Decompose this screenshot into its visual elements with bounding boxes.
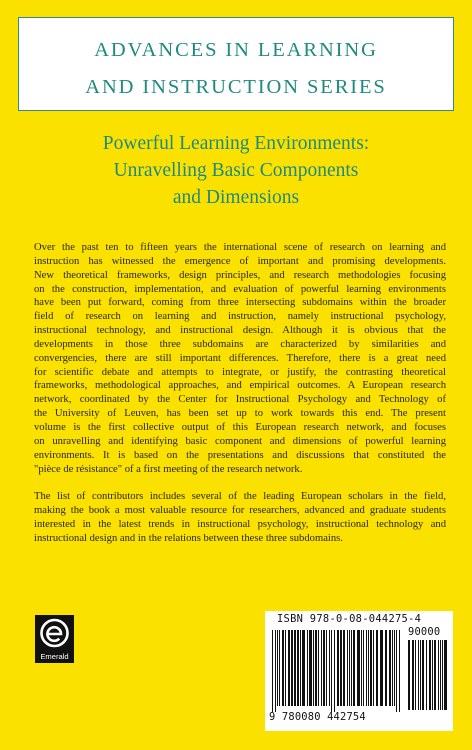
barcode-bar — [277, 630, 278, 706]
barcode-panel — [265, 611, 453, 731]
description-paragraph-2 — [34, 490, 446, 545]
description-line: developments in those three subdomains are characterized by similarities and — [34, 338, 446, 350]
price-addon-digits: 90000 — [408, 626, 441, 638]
barcode-bar — [432, 640, 433, 710]
description-line: have been put forward, coming from three intersecting subdomains within the broader — [34, 297, 446, 309]
barcode-bar — [309, 630, 312, 706]
barcode-bar — [366, 630, 367, 706]
barcode-bar — [392, 630, 393, 706]
barcode-bar — [331, 630, 332, 712]
barcode-bar — [349, 630, 350, 706]
barcode-bar — [429, 640, 431, 710]
barcode-bar — [412, 640, 414, 710]
barcode-bar — [291, 630, 293, 706]
barcode-bar — [353, 630, 355, 706]
emerald-logo-icon — [35, 615, 74, 653]
barcode-bar — [426, 640, 427, 710]
publisher-name: Emerald — [40, 652, 69, 661]
barcode-bar — [323, 630, 325, 706]
barcode-bar — [337, 630, 339, 706]
barcode-bar — [363, 630, 364, 706]
barcode-bar — [321, 630, 322, 706]
book-title-line-1: Powerful Learning Environments: — [102, 133, 370, 154]
description-line: New theoretical frameworks, design principles, and research methodologies focusing — [34, 269, 446, 281]
barcode-bar — [389, 630, 391, 706]
book-title-line-3: and Dimensions — [172, 187, 300, 208]
description-line: network, coordinated by the Center for Instructional Psychology and Technology of — [34, 394, 446, 406]
barcode-bar — [300, 630, 301, 706]
description-line: "pièce de résistance" of a first meeting of the research network. — [34, 463, 303, 475]
barcode-bar — [307, 630, 308, 706]
barcode-bar — [385, 630, 387, 706]
description-paragraph-1 — [34, 241, 446, 476]
description-line: the University of Leuven, has been set up to work towards this end. The present — [34, 408, 446, 420]
description-line: environments. It is based on the presentations and discussions that constituted the — [34, 449, 446, 461]
series-title-line-1: ADVANCES IN LEARNING — [94, 39, 378, 61]
description-line: on unravelling and identifying basic component and dimensions of powerful learning — [34, 435, 446, 447]
ean-barcode — [271, 630, 403, 714]
barcode-bar — [340, 630, 342, 706]
barcode-bar — [368, 630, 369, 706]
barcode-bar — [285, 630, 286, 706]
description-line: instructional design and in the relations between these three subdomains. — [34, 532, 343, 544]
description-line: for scientific debate and attempts to integrate, or justify, the contrasting theoretical — [34, 366, 446, 378]
description-line: field of research on learning and instruction, namely instructional psychology, — [34, 311, 446, 323]
barcode-bar — [272, 630, 273, 712]
book-title-line-2: Unravelling Basic Components — [113, 160, 359, 181]
barcode-bar — [438, 640, 439, 710]
ean-digits: 9 780080 442754 — [269, 711, 366, 723]
barcode-bar — [297, 630, 299, 706]
barcode-bar — [326, 630, 327, 706]
description-line: Over the past ten to fifteen years the international scene of research on learning and — [34, 242, 446, 253]
barcode-bar — [396, 630, 397, 712]
price-addon-barcode — [407, 640, 447, 714]
barcode-bar — [418, 640, 419, 710]
barcode-bar — [361, 630, 362, 706]
barcode-bar — [294, 630, 296, 706]
isbn-label: ISBN 978-0-08-044275-4 — [277, 613, 422, 625]
description-line: The list of contributors includes several of the leading European scholars in the field, — [34, 491, 446, 502]
barcode-bar — [444, 640, 447, 710]
barcode-bar — [275, 630, 276, 712]
barcode-bar — [318, 630, 319, 706]
barcode-bar — [376, 630, 378, 706]
barcode-bar — [399, 630, 400, 712]
barcode-bar — [279, 630, 280, 706]
description-line: interested in the latest trends in instructional psychology, instructional technology and — [34, 518, 446, 530]
barcode-bar — [380, 630, 383, 706]
description-line: on the construction, implementation, and evaluation of powerful learning environments — [34, 283, 446, 295]
description-line: frameworks, methodological approaches, and empirical outcomes. A European research — [34, 380, 446, 392]
barcode-bar — [288, 630, 290, 706]
description-line: instruction has witnessed the emergence of important and promising developments. — [34, 255, 446, 267]
barcode-bar — [357, 630, 360, 706]
barcode-bar — [415, 640, 416, 710]
barcode-bar — [347, 630, 348, 706]
emerald-logo — [35, 615, 74, 663]
barcode-bar — [370, 630, 372, 706]
barcode-bar — [302, 630, 305, 706]
barcode-bar — [351, 630, 352, 706]
description-line: volume is the first collective output of this European research network, and focuses — [34, 421, 446, 433]
barcode-bar — [282, 630, 284, 706]
barcode-bar — [315, 630, 317, 706]
description-line: making the book a most valuable resource for researchers, advanced and graduate students — [34, 504, 446, 516]
barcode-bar — [394, 630, 395, 706]
series-title-line-2: AND INSTRUCTION SERIES — [85, 76, 387, 98]
description-line: convergencies, there are still important differences. Therefore, there is a great need — [34, 352, 446, 364]
barcode-bar — [422, 640, 424, 710]
series-header — [18, 17, 454, 111]
description-line: instructional technology, and instructional design. Although it is obvious that the — [34, 325, 446, 337]
barcode-bar — [373, 630, 374, 706]
barcode-bar — [343, 630, 345, 706]
barcode-bar — [440, 640, 441, 710]
barcode-bar — [329, 630, 330, 706]
barcode-bar — [313, 630, 314, 706]
barcode-bar — [334, 630, 335, 712]
barcode-bar — [434, 640, 436, 710]
barcode-bar — [442, 640, 443, 710]
barcode-bar — [408, 640, 410, 710]
barcode-bar — [420, 640, 421, 710]
